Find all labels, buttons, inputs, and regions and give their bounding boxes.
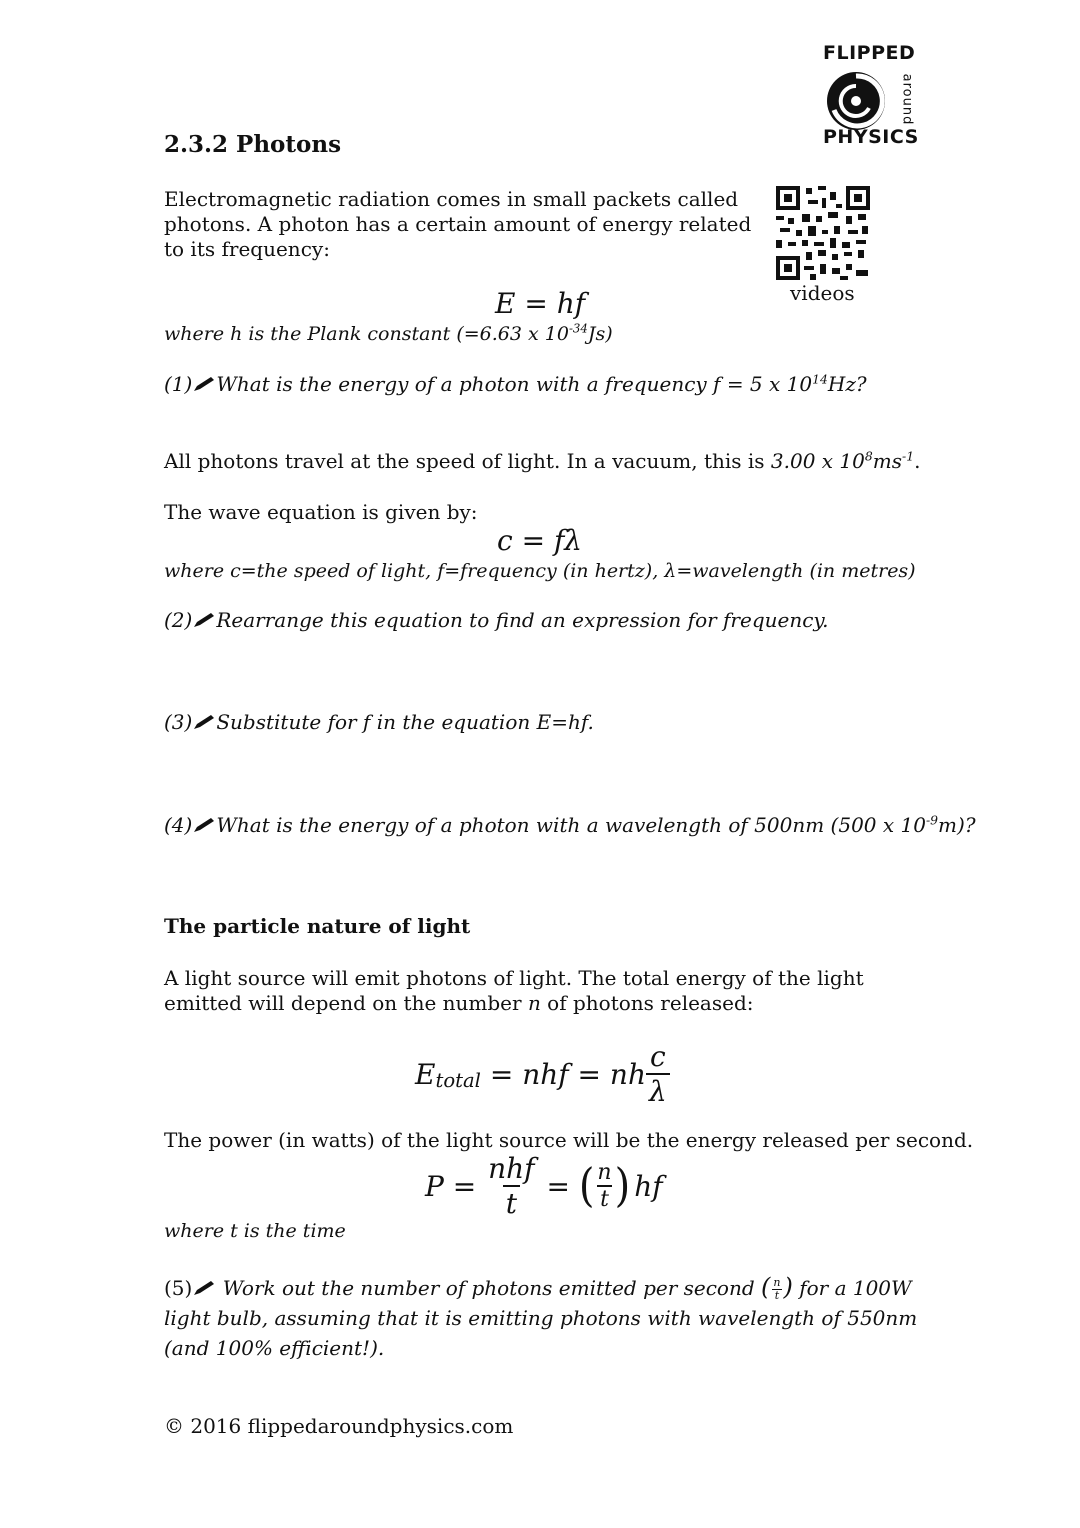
pencil-icon bbox=[193, 376, 215, 392]
fraction-nhf-over-t: $\frac{\text{nhf}}{t}$ bbox=[488, 1152, 535, 1220]
time-note: where t is the time bbox=[164, 1220, 346, 1242]
equation-power: P = $\frac{\text{nhf}}{t}$ = ( $\frac{n}{t}$ ) hf bbox=[425, 1152, 663, 1220]
question-2: (2) Rearrange this equation to find an expression for frequency. bbox=[164, 608, 829, 632]
spiral-logo-icon bbox=[825, 70, 887, 132]
logo bbox=[815, 40, 919, 150]
logo-bottom-word: PHYSICS bbox=[823, 126, 919, 148]
qr-caption: videos bbox=[790, 281, 855, 305]
question-5: (5) Work out the number of photons emitted per second ( $\frac{n}{t}$ ) for a 100W light bulb, assuming that it is emitting photons with wavelength of 550nm (and 100% efficient!). bbox=[164, 1273, 918, 1360]
equation-total-energy: E $_{total}$ = nhf = nh $\frac{c}{\lambda}$ bbox=[415, 1040, 670, 1108]
logo-side-word: around bbox=[899, 73, 915, 126]
fraction-c-over-lambda: $\frac{c}{\lambda}$ bbox=[646, 1040, 670, 1108]
fraction-n-over-t: $\frac{n}{t}$ bbox=[597, 1160, 612, 1212]
particle-paragraph: A light source will emit photons of light. The total energy of the light emitted will depend on the number n of photons released: bbox=[164, 966, 864, 1015]
power-paragraph: The power (in watts) of the light source will be the energy released per second. bbox=[164, 1128, 974, 1152]
logo-top-word: FLIPPED bbox=[823, 42, 916, 64]
speed-of-light-text: All photons travel at the speed of light. In a vacuum, this is 3.00 x $10^8ms^{-1}$. bbox=[164, 448, 921, 473]
intro-paragraph: Electromagnetic radiation comes in small packets called photons. A photon has a certain amount of energy related to its frequency: bbox=[164, 187, 752, 261]
section-subheading: The particle nature of light bbox=[164, 914, 471, 938]
wave-note: where c=the speed of light, f=frequency (in hertz), λ=wavelength (in metres) bbox=[164, 560, 916, 582]
fraction-n-over-t-inline: $\frac{n}{t}$ bbox=[773, 1276, 781, 1302]
equation-wave: c = fλ bbox=[497, 524, 583, 557]
page-title: 2.3.2 Photons bbox=[164, 131, 342, 158]
question-3: (3) Substitute for f in the equation E=hf. bbox=[164, 710, 594, 734]
qr-code-icon[interactable] bbox=[776, 186, 870, 280]
pencil-icon bbox=[193, 714, 215, 730]
wave-equation-intro: The wave equation is given by: bbox=[164, 500, 478, 524]
pencil-icon bbox=[193, 1280, 215, 1296]
pencil-icon bbox=[193, 817, 215, 833]
footer-copyright: © 2016 flippedaroundphysics.com bbox=[164, 1414, 514, 1438]
pencil-icon bbox=[193, 612, 215, 628]
question-4: (4) What is the energy of a photon with a wavelength of 500nm (500 x $10^{-9}m$)? bbox=[164, 812, 976, 837]
question-1: (1) What is the energy of a photon with a frequency f = 5 x $10^{14}Hz$? bbox=[164, 371, 867, 396]
equation-energy: E = hf bbox=[495, 287, 586, 320]
planck-note: where h is the Plank constant (=6.63 x $10^{-34}Js$) bbox=[164, 321, 613, 345]
